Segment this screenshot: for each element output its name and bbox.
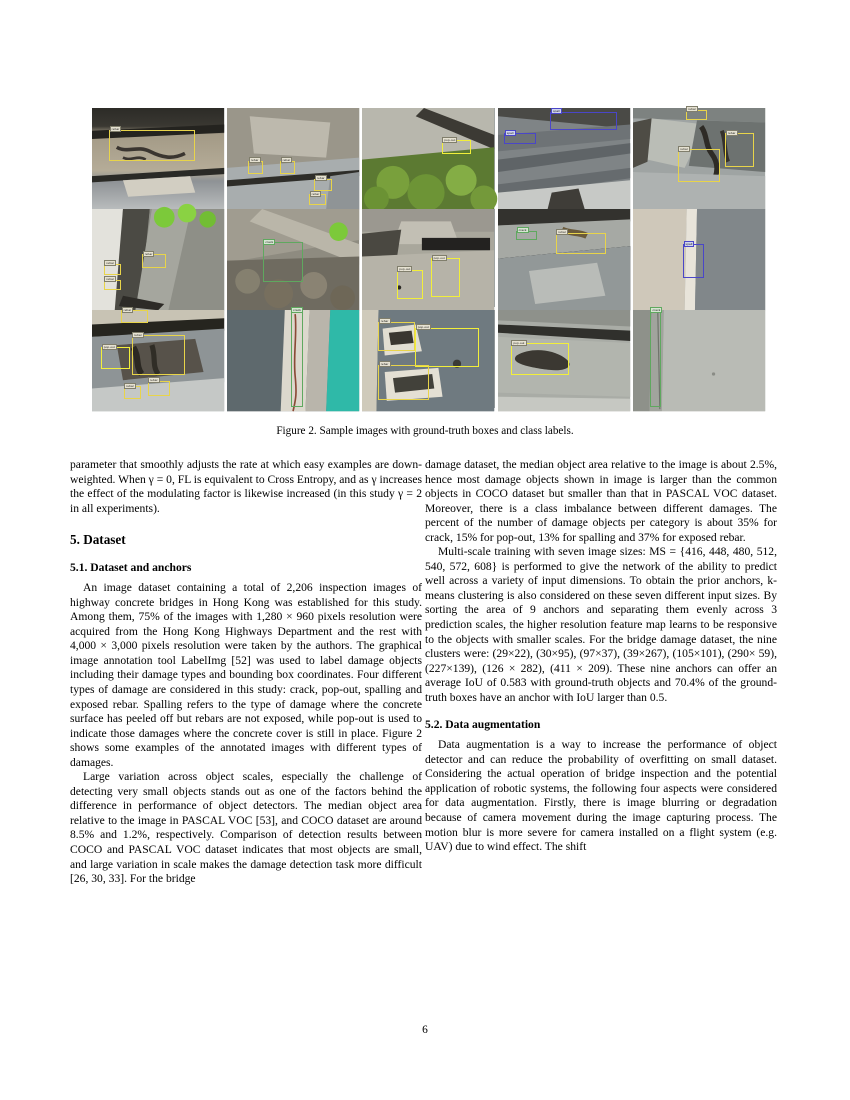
- annotation-box: [511, 340, 569, 374]
- page-number: 6: [422, 1024, 428, 1036]
- annotation-label: rebar: [250, 158, 259, 163]
- annotation-label: spall: [506, 130, 514, 135]
- paragraph-damage-dataset-continued: damage dataset, the median object area relative to the image is about 2.5%, hence most damage objects shown in image is larger than the common objects in COCO dataset but smaller than that in PASCAL VOC dataset. Moreover, there is a class imbalance between different damages. The percent of the number of damage objects per category is about 35% for crack, 15% for pop-out, 13% for spalling and 37% for exposed rebar.: [425, 458, 777, 544]
- annotation-label: rebar: [282, 158, 291, 163]
- annotation-box: [263, 239, 303, 281]
- annotation-label: rebar: [688, 107, 696, 112]
- figure-cell: [498, 310, 630, 408]
- annotation-label: rebar: [380, 362, 389, 367]
- annotation-box: [683, 241, 704, 277]
- annotation-label: rebar: [150, 378, 158, 383]
- annotation-label: rebar: [558, 230, 566, 235]
- annotation-label: rebar: [311, 191, 320, 196]
- figure-cell: [227, 108, 359, 206]
- annotation-box: [415, 325, 478, 367]
- annotation-box: [314, 176, 331, 192]
- annotation-label: rebar: [727, 130, 736, 135]
- figure-row: [92, 108, 765, 206]
- annotation-box: [678, 146, 720, 182]
- figure-cell: [92, 307, 224, 408]
- annotation-box: [516, 228, 537, 241]
- annotation-box: [104, 277, 121, 291]
- figure-cell: [498, 108, 630, 206]
- annotation-box: [442, 137, 471, 154]
- paragraph-object-scales: Large variation across object scales, especially the challenge of detecting very small objects stands out as one of the factors behind the difference in performance of object detectors. The median object area relative to the image in PASCAL VOC [53], and COCO dataset are around 8.5% and 1.2%, respectively. Comparison of detection results between COCO and PASCAL VOC dataset indicates that most objects are small, and large variation in scale makes the damage detection task more difficult [26, 30, 33]. For the bridge: [70, 770, 422, 886]
- paragraph-dataset-description: An image dataset containing a total of 2,206 inspection images of highway concrete bridges in Hong Kong was established for this study. Among them, 75% of the images with 1,280 × 960 pixels resolution were acquired from the Hong Kong Highways Department and the rest with 4,000 × 3,000 pixels resolution were taken by the authors. The graphical image annotation tool LabelImg [52] was used to label damage objects including their damage types and bounding box coordinates. Four different types of damage are considered in this study: crack, pop-out, spalling and exposed rebar. Spalling refers to the type of damage where the concrete surface has peeled off but rebars are not exposed, while pop-out is used to indicate those damages where the concrete cover is still in place. Figure 2 shows some examples of the annotated images with different types of damages.: [70, 581, 422, 769]
- annotation-box: [650, 307, 661, 407]
- figure-cell: [92, 209, 224, 307]
- annotation-label: crack: [265, 239, 274, 244]
- paragraph-focal-loss-continued: parameter that smoothly adjusts the rate at which easy examples are down-weighted. When γ = 0, FL is equivalent to Cross Entropy, and as γ increases the effect of the modulating factor is likewise increased (in this study γ = 2 in all experiments).: [70, 458, 422, 515]
- figure-cell: [92, 108, 224, 206]
- section-heading-dataset: 5. Dataset: [70, 532, 126, 548]
- annotation-box: [725, 130, 754, 166]
- annotation-label: pop-out: [103, 344, 115, 349]
- annotation-label: rebar: [123, 307, 132, 312]
- annotation-box: [121, 307, 147, 323]
- annotation-label: rebar: [106, 261, 115, 266]
- annotation-box: [132, 332, 185, 374]
- annotation-label: rebar: [106, 277, 115, 282]
- figure-caption: Figure 2. Sample images with ground-truth boxes and class labels.: [276, 425, 574, 437]
- annotation-label: pop-out: [417, 325, 429, 330]
- annotation-label: spall: [552, 109, 560, 114]
- annotation-label: crack: [293, 307, 302, 312]
- annotation-box: [686, 107, 707, 120]
- figure-cell: [362, 209, 494, 307]
- figure-cell: [227, 209, 359, 307]
- annotation-box: [397, 267, 423, 299]
- figure-cell: [498, 209, 630, 307]
- annotation-box: [504, 130, 536, 144]
- annotation-box: [248, 158, 263, 174]
- annotation-box: [291, 307, 303, 407]
- annotation-label: pop-out: [444, 137, 456, 142]
- figure-2: [92, 108, 765, 408]
- annotation-box: [104, 261, 121, 275]
- subsection-heading-data-augmentation: 5.2. Data augmentation: [425, 718, 541, 732]
- figure-cell: [633, 108, 765, 206]
- figure-cell: [227, 307, 359, 408]
- figure-cell: [362, 310, 494, 408]
- paragraph-multiscale-anchors: Multi-scale training with seven image sizes: MS = {416, 448, 480, 512, 540, 572, 608} is performed to give the network of the ability to predict well across a variety of input dimensions. To obtain the prior anchors, k-means clustering is also considered on these seven different input sizes. By sorting the area of 9 anchors and separating them evenly across 3 prediction scales, the higher resolution feature map learns to be responsive to the objects with smaller scales. For the bridge damage dataset, the nine clusters were: (29×22), (30×95), (97×37), (39×267), (105×101), (290× 59), (227×139), (126 × 282), (411 × 209). These nine anchors can offer an average IoU of 0.583 with ground-truth objects and 70.4% of the ground-truth boxes have an anchor with IoU larger than 0.5.: [425, 545, 777, 704]
- figure-cell: [633, 307, 765, 408]
- annotation-box: [378, 319, 415, 351]
- right-text-column: [425, 458, 777, 855]
- annotation-box: [309, 191, 326, 205]
- figure-row: [92, 307, 765, 408]
- annotation-label: pop-out: [433, 255, 445, 260]
- annotation-box: [148, 378, 170, 397]
- annotation-label: rebar: [144, 251, 153, 256]
- annotation-label: pop-out: [399, 267, 411, 272]
- annotation-label: crack: [518, 228, 527, 233]
- annotation-box: [109, 127, 195, 161]
- annotation-label: rebar: [316, 176, 325, 181]
- paragraph-data-augmentation: Data augmentation is a way to increase the performance of object detector and can reduce the probability of overfitting on small dataset. Considering the actual operation of bridge inspection and the potential application of robotic systems, the following four aspects were considered for data augmentation. Firstly, there is image blurring or degradation because of camera movement during the image capturing process. The motion blur is more severe for camera installed on a flight system (e.g. UAV) due to wind effect. The shift: [425, 738, 777, 854]
- figure-cell: [633, 209, 765, 307]
- annotation-box: [431, 255, 460, 297]
- figure-row: [92, 209, 765, 307]
- figure-image-grid: [92, 108, 765, 408]
- annotation-box: [142, 251, 166, 268]
- annotation-label: rebar: [126, 383, 134, 388]
- annotation-box: [556, 230, 606, 255]
- annotation-box: [124, 383, 141, 399]
- annotation-box: [550, 109, 616, 130]
- annotation-box: [101, 344, 130, 369]
- annotation-box: [280, 158, 295, 174]
- annotation-label: crack: [652, 307, 661, 312]
- subsection-heading-dataset-and-anchors: 5.1. Dataset and anchors: [70, 561, 192, 575]
- annotation-box: [378, 362, 428, 400]
- annotation-label: rebar: [134, 332, 142, 337]
- annotation-label: rebar: [680, 146, 688, 151]
- annotation-label: rebar: [380, 319, 389, 324]
- figure-cell: [362, 108, 494, 206]
- annotation-label: rebar: [111, 127, 120, 132]
- annotation-label: spall: [685, 241, 693, 246]
- annotation-label: pop-out: [513, 340, 525, 345]
- left-text-column: [70, 458, 422, 887]
